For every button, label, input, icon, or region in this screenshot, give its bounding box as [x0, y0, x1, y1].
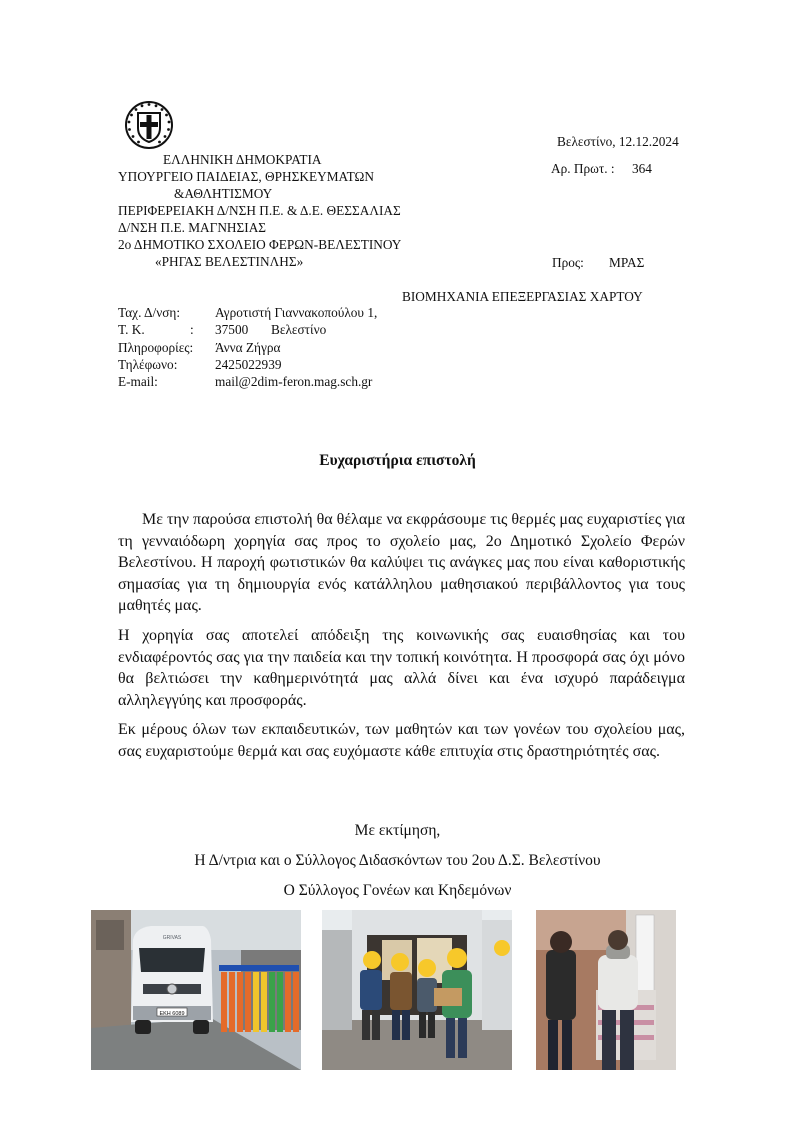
letter-title: Ευχαριστήρια επιστολή — [319, 452, 476, 469]
to-value: ΜΡΑΣ — [609, 255, 645, 270]
place-date: Βελεστίνο, 12.12.2024 — [557, 134, 679, 149]
photo-van-delivery — [91, 910, 301, 1070]
signatory-teachers: Η Δ/ντρια και ο Σύλλογος Διδασκόντων του 2ου Δ.Σ. Βελεστίνου — [194, 852, 601, 869]
postcode-label: Τ. Κ. — [118, 322, 145, 337]
protocol-number: 364 — [632, 161, 652, 176]
info-label: Πληροφορίες: — [118, 340, 194, 355]
email-value: mail@2dim-feron.mag.sch.gr — [215, 374, 373, 389]
phone-value: 2425022939 — [215, 357, 282, 372]
address-label: Ταχ. Δ/νση: — [118, 305, 181, 320]
sender-line-6: 2ο ΔΗΜΟΤΙΚΟ ΣΧΟΛΕΙΟ ΦΕΡΩΝ-ΒΕΛΕΣΤΙΝΟΥ — [118, 237, 402, 252]
protocol-label: Αρ. Πρωτ. : — [551, 161, 615, 176]
email-label: E-mail: — [118, 374, 158, 389]
sender-line-5: Δ/ΝΣΗ Π.Ε. ΜΑΓΝΗΣΙΑΣ — [118, 220, 267, 235]
to-label: Προς: — [552, 255, 584, 270]
van-plate-text: ΕΚΗ 6089 — [159, 1011, 185, 1017]
address-value: Αγροτιστή Γιαννακοπούλου 1, — [215, 305, 378, 320]
sender-line-4: ΠΕΡΙΦΕΡΕΙΑΚΗ Δ/ΝΣΗ Π.Ε. & Δ.Ε. ΘΕΣΣΑΛΙΑΣ — [118, 203, 401, 218]
paragraph-2: Η χορηγία σας αποτελεί απόδειξη της κοινωνικής σας ευαισθησίας και του ενδιαφέροντός σας για την παιδεία και την τοπική κοινότητα. Η προσφορά σας όχι μόνο θα βελτιώσει την καθημερινότητά μας αλλά δίνει και ένα ισχυρό παράδειγμα αλληλεγγύης και προσφοράς. — [118, 627, 685, 709]
phone-label: Τηλέφωνο: — [118, 357, 178, 372]
info-value: Άννα Ζήγρα — [215, 340, 281, 355]
sender-line-2: ΥΠΟΥΡΓΕΙΟ ΠΑΙΔΕΙΑΣ, ΘΡΗΣΚΕΥΜΑΤΩΝ — [118, 169, 375, 184]
sender-line-3: &ΑΘΛΗΤΙΣΜΟΥ — [174, 186, 273, 201]
hellenic-republic-emblem-icon — [124, 100, 174, 150]
recipient: ΒΙΟΜΗΧΑΝΙΑ ΕΠΕΞΕΡΓΑΣΙΑΣ ΧΑΡΤΟΥ — [402, 289, 643, 304]
paragraph-1: Με την παρούσα επιστολή θα θέλαμε να εκφράσουμε τις θερμές μας ευχαριστίες για τη γενναιόδωρη χορηγία σας προς το σχολείο μας, 2ο Δημοτικό Σχολείο Φερών Βελεστίνου. Η παροχή φωτιστικών θα καλύψει τις ανάγκες μας που είναι καθοριστικής σημασίας για τη δημιουργία ενός κατάλληλου μαθησιακού περιβάλλοντος για τους μαθητές μας. — [118, 511, 685, 614]
postcode-value: 37500 — [215, 322, 249, 337]
signatory-parents: Ο Σύλλογος Γονέων και Κηδεμόνων — [283, 882, 512, 899]
paragraph-3: Εκ μέρους όλων των εκπαιδευτικών, των μαθητών και των γονέων του σχολείου μας, σας ευχαριστούμε θερμά και σας ευχόμαστε κάθε επιτυχία στις δραστηριότητές σας. — [118, 721, 685, 760]
photo-unloading-boxes — [322, 910, 512, 1070]
photo-storage-room — [536, 910, 676, 1070]
closing-regards: Με εκτίμηση, — [354, 822, 441, 839]
sender-line-7: «ΡΗΓΑΣ ΒΕΛΕΣΤΙΝΛΗΣ» — [155, 254, 304, 269]
postcode-colon: : — [190, 322, 194, 337]
postcode-city: Βελεστίνο — [271, 322, 327, 337]
van-brand-text: GRIVAS — [162, 935, 182, 941]
sender-line-1: ΕΛΛΗΝΙΚΗ ΔΗΜΟΚΡΑΤΙΑ — [163, 152, 322, 167]
